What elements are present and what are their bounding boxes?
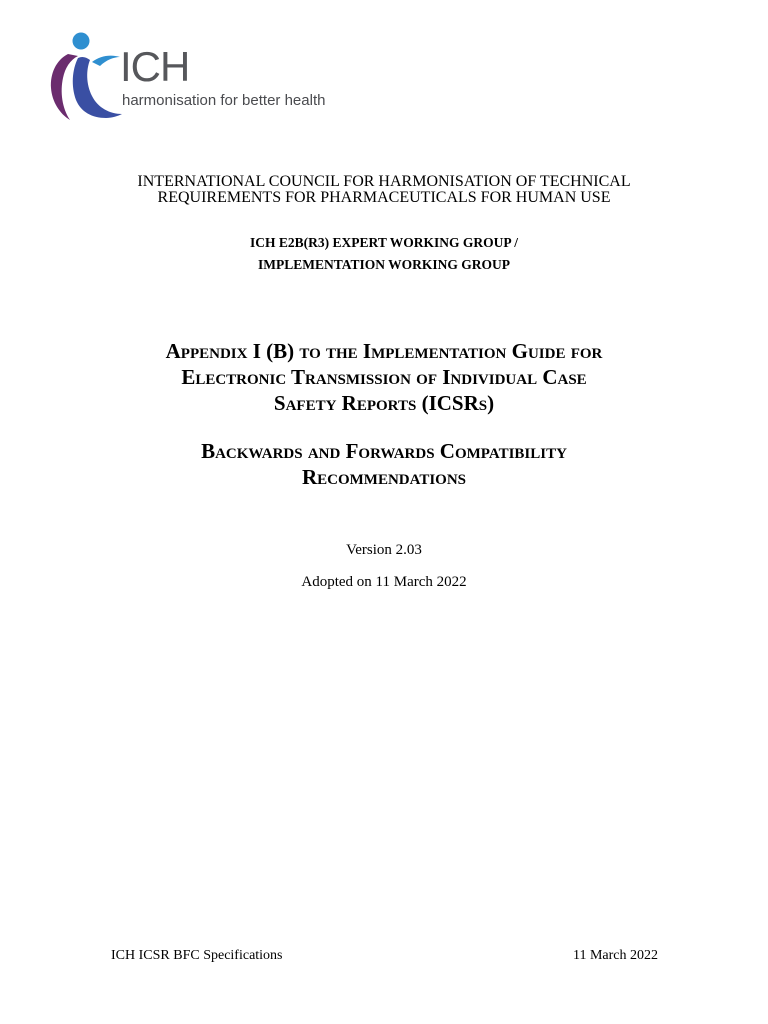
document-title xyxy=(0,338,768,416)
adopted-date: Adopted on 11 March 2022 xyxy=(301,574,467,590)
organization-name xyxy=(0,174,768,206)
organization-line: INTERNATIONAL COUNCIL FOR HARMONISATION OF TECHNICAL xyxy=(137,173,631,190)
working-group xyxy=(0,232,768,276)
ich-figure-logo-icon xyxy=(48,30,128,122)
working-group-line: IMPLEMENTATION WORKING GROUP xyxy=(257,257,510,272)
organization-line: REQUIREMENTS FOR PHARMACEUTICALS FOR HUMAN USE xyxy=(157,189,611,206)
document-subtitle xyxy=(0,438,768,490)
title-line: Appendix I (B) to the Implementation Guide for xyxy=(165,339,603,363)
subtitle-line: Recommendations xyxy=(301,465,467,489)
logo-wordmark: ICH xyxy=(120,43,190,90)
subtitle-line: Backwards and Forwards Compatibility xyxy=(201,439,567,463)
footer-date: 11 March 2022 xyxy=(572,948,658,963)
footer-document-name: ICH ICSR BFC Specifications xyxy=(111,948,283,963)
title-line: Safety Reports (ICSRs) xyxy=(273,391,495,415)
working-group-line: ICH E2B(R3) EXPERT WORKING GROUP / xyxy=(250,235,518,250)
version-text: Version 2.03 xyxy=(346,542,422,558)
logo-tagline: harmonisation for better health xyxy=(122,92,326,109)
title-line: Electronic Transmission of Individual Case xyxy=(181,365,587,389)
ich-logo xyxy=(48,30,326,122)
